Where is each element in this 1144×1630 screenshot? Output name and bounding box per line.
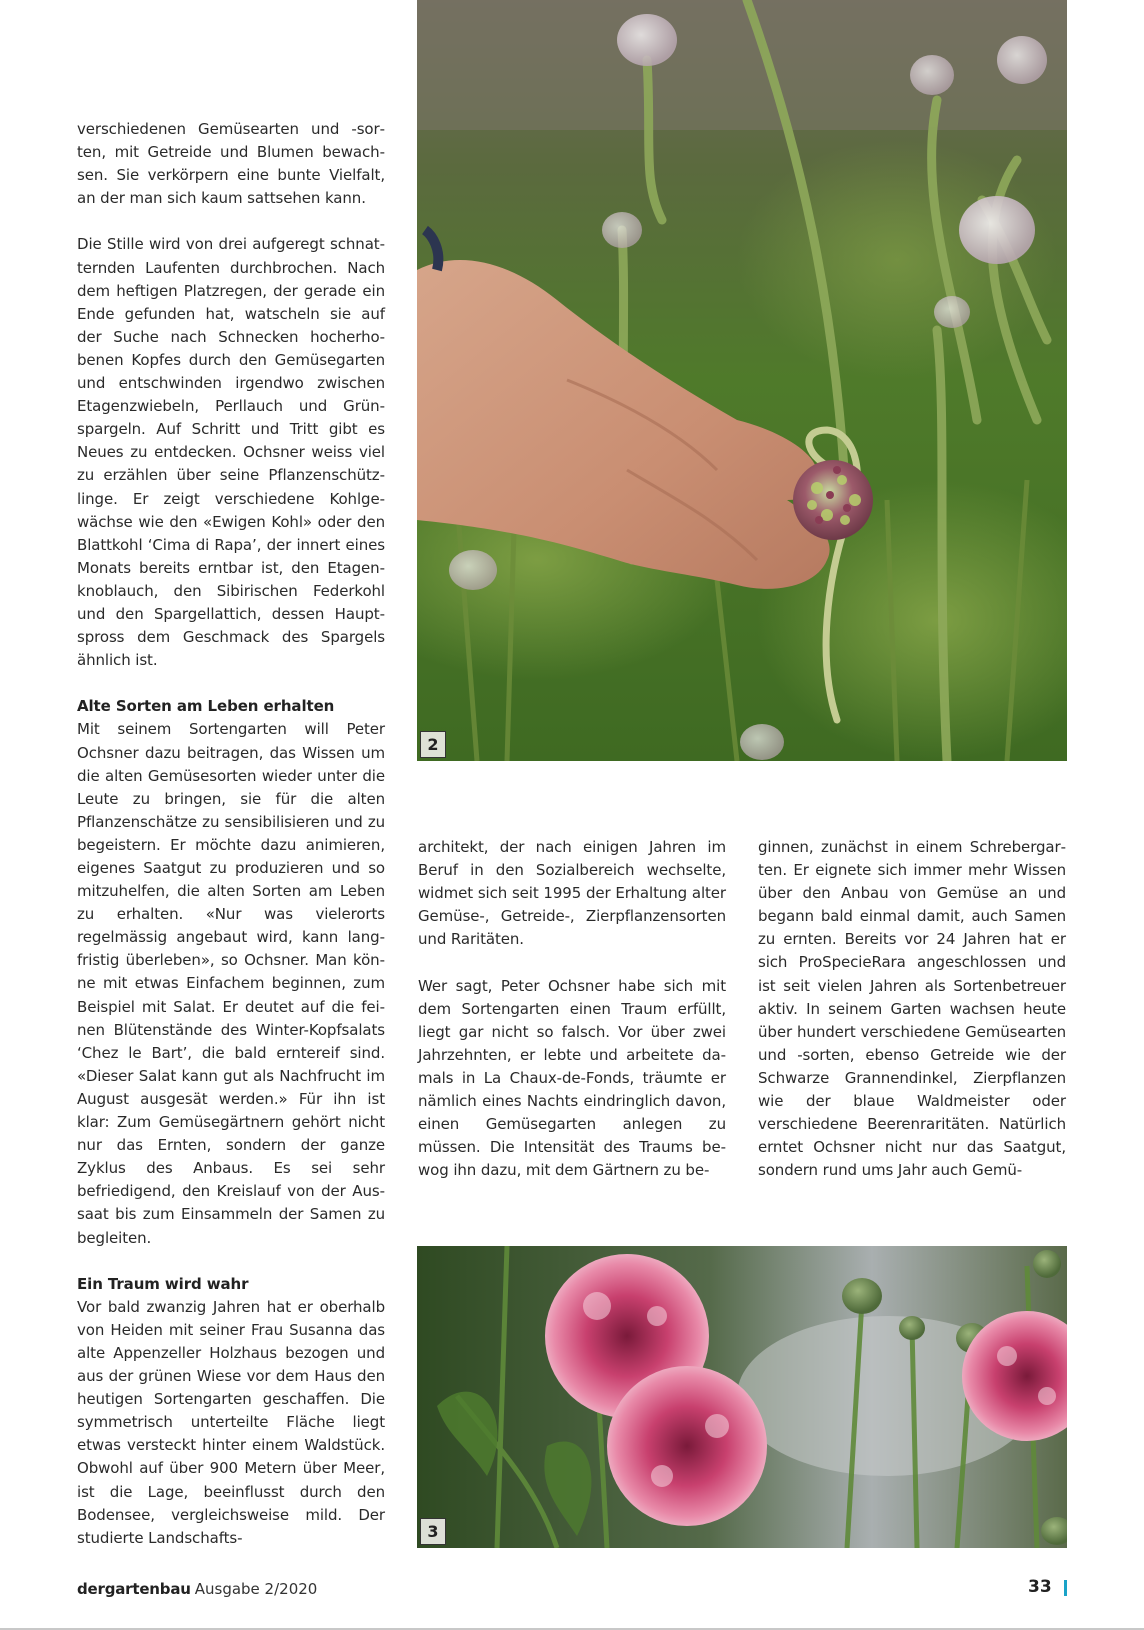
figure-number: 2 [420,731,446,758]
paragraph: Wer sagt, Peter Ochsner habe sich mit dem Sortengarten einen Traum erfüllt, liegt gar nicht so falsch. Vor über zwei Jahrzehnten, er lebte und arbeitete damals in La Chaux-de-Fonds, träumte er nämlich eines Nachts eindringlich davon, einen Gemüsegarten anlegen zu müssen. Die Intensität des Traums bewog ihn dazu, mit dem Gärtnern zu be- [418,976,726,1180]
footer-magazine [77,1580,317,1598]
article-column-middle [418,836,726,1182]
paragraph: Mit seinem Sortengarten will Peter Ochsner dazu beitragen, das Wissen um die alten Gemüsesorten wieder unter die Leute zu bringen, sie für die alten Pflanzenschätze zu sensibilisieren und zu begeistern. Er möchte dazu animieren, eigenes Saatgut zu produzieren und so mitzuhelfen, die alten Sorten am Leben zu erhalten. «Nur was vielerorts regelmässig angebaut wird, kann langfristig überleben», so Ochsner. Man könne mit etwas Einfachem beginnen, zum Beispiel mit Salat. Er deutet auf die feinen Blütenstände des Winter-Kopfsalats ‘Chez le Bart’, die bald erntereif sind. «Dieser Salat kann gut als Nachfrucht im August ausgesät werden.» Für ihn ist klar: Zum Gemüsegärtnern gehört nicht nur das Ernten, sondern der ganze Zyklus des Anbaus. Es sei sehr befriedigend, den Kreislauf von der Aussaat bis zum Einsammeln der Samen zu begleiten. [77,720,385,1247]
paragraph: Vor bald zwanzig Jahren hat er oberhalb von Heiden mit seiner Frau Susanna das alte Appenzeller Holzhaus bezogen und aus der grünen Wiese vor dem Haus den heutigen Sortengarten geschaffen. Die symmetrisch unterteilte Fläche liegt etwas versteckt hinter einem Waldstück. Obwohl auf über 900 Metern über Meer, ist die Lage, beeinflusst durch den Bodensee, vergleichsweise mild. Der studierte Landschafts- [77,1297,385,1547]
magazine-name: dergartenbau [77,1580,191,1598]
section-heading: Alte Sorten am Leben erhalten [77,697,335,716]
figure-number: 3 [420,1518,446,1545]
page-number: 33 [1028,1577,1052,1597]
paragraph: ginnen, zunächst in einem Schrebergarten. Er eignete sich immer mehr Wissen über den Anbau von Gemüse an und begann bald einmal damit, auch Samen zu ernten. Bereits vor 24 Jahren hat er sich ProSpecieRara angeschlossen und ist seit vielen Jahren als Sortenbetreuer aktiv. In seinem Garten wachsen heute über hundert verschiedene Gemüsearten und -sorten, ebenso Getreide wie der Schwarze Grannendinkel, Zierpflanzen wie der blaue Waldmeister oder verschiedene Beerenraritäten. Natürlich erntet Ochsner nicht nur das Saatgut, sondern rund ums Jahr auch Gemü- [758,838,1066,1180]
article-column-left [77,118,385,1550]
paragraph: architekt, der nach einigen Jahren im Beruf in den Sozialbereich wechselte, widmet sich seit 1995 der Erhaltung alter Gemüse-, Getreide-, Zierpflanzensorten und Raritäten. [418,838,726,949]
issue-label: Ausgabe 2/2020 [194,1580,318,1598]
section-heading: Ein Traum wird wahr [77,1274,249,1293]
article-column-right [758,836,1066,1182]
paragraph: Die Stille wird von drei aufgeregt schnatternden Laufenten durchbrochen. Nach dem heftigen Platzregen, der gerade ein Ende gefunden hat, watscheln sie auf der Suche nach Schnecken hocherhobenen Kopfes durch den Gemüsegarten und entschwinden irgendwo zwischen Etagenzwiebeln, Perllauch und Grünspargeln. Auf Schritt und Tritt gibt es Neues zu entdecken. Ochsner weiss viel zu erzählen über seine Pflanzenschützlinge. Er zeigt verschiedene Kohlgewächse wie den «Ewigen Kohl» oder den Blattkohl ‘Cima di Rapa’, der innert eines Monats bereits erntbar ist, den Etagenknoblauch, den Sibirischen Federkohl und den Spargellattich, dessen Hauptspross dem Geschmack des Spargels ähnlich ist. [77,235,385,670]
paragraph: verschiedenen Gemüsearten und -sorten, mit Getreide und Blumen bewachsen. Sie verkörpern eine bunte Vielfalt, an der man sich kaum sattsehen kann. [77,120,385,208]
page-accent-bar [1064,1580,1067,1596]
photo-pink-poppies [417,1246,1067,1548]
photo-hand-with-onion-flower [417,0,1067,761]
